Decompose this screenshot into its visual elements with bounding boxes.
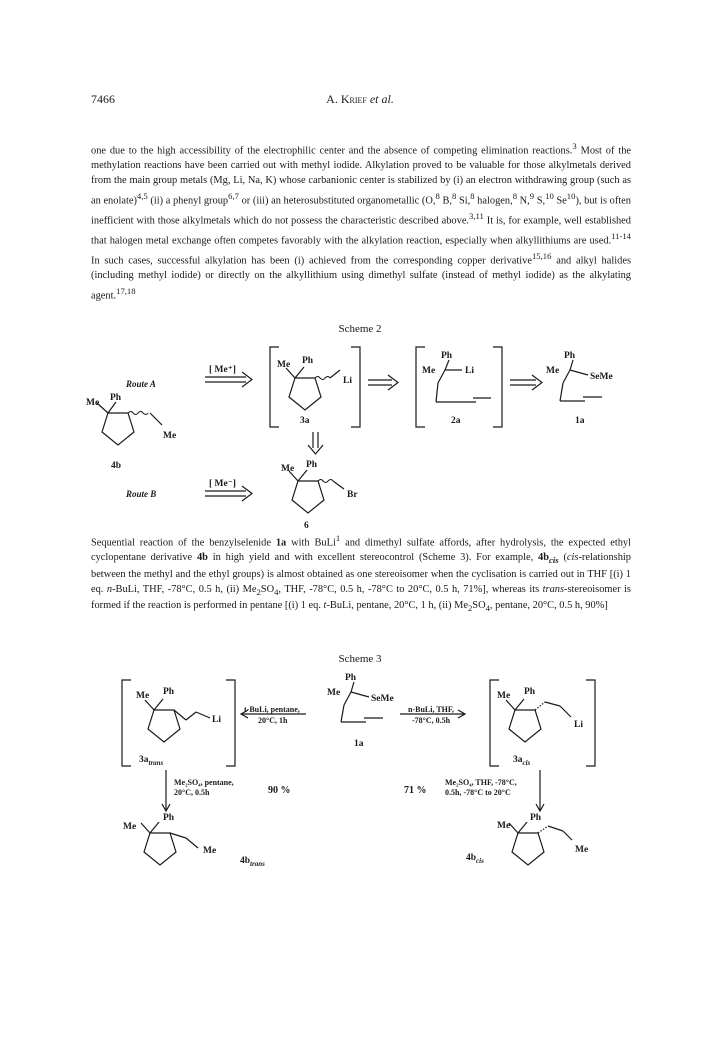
label-4b: 4b	[466, 853, 477, 863]
compound-ref: 4b	[538, 552, 550, 564]
text-segment: Si,	[456, 195, 471, 207]
arrow-2a-to-1a	[510, 375, 542, 390]
scheme-3-title: Scheme 3	[338, 653, 382, 665]
label-cis: cis	[476, 857, 484, 865]
intermediate-3a	[270, 347, 360, 427]
reagent-arrow-b	[205, 479, 252, 501]
label-2a: 2a	[451, 416, 461, 426]
citation: 8	[512, 190, 518, 201]
arrow-3a-to-6	[308, 432, 323, 454]
text-italic: trans	[542, 583, 565, 595]
label-3a: 3a	[513, 755, 523, 765]
label-1a: 1a	[575, 416, 585, 426]
subscript: 2	[467, 603, 473, 614]
page-number: 7466	[91, 92, 115, 106]
yield-right: 71 %	[404, 785, 427, 796]
atom-li: Li	[465, 366, 474, 376]
citation: 10	[545, 190, 554, 201]
compound-1a	[546, 351, 613, 426]
text-segment: -relationship between the methyl and the ethyl groups) is almost obtained as one stereoisomer when the cyclisation is carried out in THF [(i) 1 eq.	[91, 552, 631, 595]
citation: 3,11	[469, 210, 484, 221]
atom-me: Me	[497, 691, 511, 701]
citation: 3	[572, 141, 577, 151]
text-segment: and alkyl halides (including methyl iodide) or directly on the alkyllithium using dimethyl sulfate (instead of methyl iodide) as the alkylating agent.	[91, 255, 631, 302]
text-segment: Most of the methylation reactions have been carried out with methyl iodide. Alkylation proved to be valuable for those alkylmetals derived from the main group metals (Mg, Li, Na, K) whose carbanionic center is stabilized by (i) an electron withdrawing group (such as an enolate)	[91, 145, 631, 207]
atom-seme: SeMe	[590, 372, 613, 382]
citation: 4,5	[136, 190, 148, 201]
arrow-3a-trans-to-4b-trans	[162, 770, 291, 811]
atom-me: Me	[136, 691, 150, 701]
text-segment: , THF, -78°C, 0.5 h, -78°C to 20°C, 0.5 h, 71%], whereas its	[278, 583, 543, 595]
label-cis: cis	[522, 759, 531, 767]
condition-down-left-1: Me₂SO₄, pentane,	[174, 778, 234, 787]
compound-ref: 4b	[196, 552, 208, 564]
atom-me: Me	[281, 464, 295, 474]
scheme-2-title: Scheme 2	[338, 323, 382, 335]
text-segment: In such cases, successful alkylation has been (i) achieved from the corresponding copper derivative	[91, 255, 532, 267]
text-italic: n	[106, 583, 113, 595]
text-segment: -BuLi, pentane, 20°C, 1 h, (ii) Me	[326, 600, 468, 612]
label-4b: 4b	[240, 856, 251, 866]
arrow-3a-to-2a	[368, 375, 398, 390]
atom-ph: Ph	[302, 356, 314, 366]
atom-ph: Ph	[524, 687, 536, 697]
label-1a: 1a	[354, 739, 364, 749]
text-segment: Se	[553, 195, 567, 207]
scheme-3-diagram	[0, 668, 720, 868]
citation: 6,7	[228, 190, 239, 201]
intermediate-3a-cis	[490, 680, 595, 767]
atom-ph: Ph	[110, 393, 122, 403]
text-italic: t	[323, 600, 327, 612]
condition-left-2: 20°C, 1h	[258, 716, 288, 725]
yield-left: 90 %	[268, 785, 291, 796]
text-segment: SO	[472, 600, 486, 612]
citation: 8	[470, 190, 475, 201]
compound-subscript: cis	[549, 555, 559, 566]
text-segment: B,	[439, 195, 452, 207]
citation: 17,18	[116, 285, 136, 296]
reagent-arrow-a	[205, 365, 252, 387]
text-segment: -BuLi, THF, -78°C, 0.5 h, (ii) Me	[112, 583, 257, 595]
atom-ph: Ph	[530, 813, 542, 823]
text-segment: ), but is often inefficient with those alkylmetals which do not possess the characteristic described above.	[91, 195, 631, 227]
atom-br: Br	[347, 490, 358, 500]
atom-ph: Ph	[564, 351, 576, 361]
atom-me: Me	[277, 360, 291, 370]
atom-me: Me	[497, 821, 511, 831]
intermediate-2a	[416, 347, 502, 427]
atom-me: Me	[163, 431, 177, 441]
condition-down-right-1: Me₂SO₄, THF, -78°C,	[445, 778, 517, 787]
atom-li: Li	[574, 720, 583, 730]
atom-me: Me	[327, 688, 341, 698]
label-4b-trans	[240, 856, 265, 868]
condition-down-right-2: 0.5h, -78°C to 20°C	[445, 788, 511, 797]
label-trans: trans	[250, 860, 265, 868]
atom-me: Me	[575, 845, 589, 855]
label-trans: trans	[148, 759, 164, 767]
label-3a: 3a	[139, 755, 149, 765]
running-head-author: A. Krief	[326, 92, 367, 106]
subscript: 4	[485, 603, 490, 614]
text-segment: S,	[534, 195, 546, 207]
paragraph-2	[91, 531, 631, 616]
atom-seme: SeMe	[371, 694, 394, 704]
running-head	[0, 92, 720, 107]
atom-li: Li	[212, 715, 221, 725]
citation: 15,16	[531, 251, 552, 262]
text-segment: It is, for example, well established that halogen metal exchange often competes favorably with the alkylation reaction, especially when alkyllithiums are used.	[91, 215, 631, 247]
text-segment: (	[558, 552, 567, 564]
arrow-1a-to-3a-cis	[400, 705, 465, 725]
text-segment: , pentane, 20°C, 0.5 h, 90%]	[489, 600, 608, 612]
reagent-me-plus: [ Me⁺]	[209, 365, 236, 375]
label-3a-trans	[139, 755, 164, 767]
route-a-label: Route A	[126, 379, 156, 389]
atom-me: Me	[203, 846, 217, 856]
atom-ph: Ph	[163, 813, 175, 823]
atom-me: Me	[123, 822, 137, 832]
text-segment: SO	[260, 583, 275, 595]
text-segment: one due to the high accessibility of the electrophilic center and the absence of competing elimination reactions.	[91, 145, 573, 157]
citation: 11-14	[611, 230, 631, 241]
citation: 8	[435, 190, 440, 201]
label-3a: 3a	[300, 416, 310, 426]
compound-4b	[86, 393, 176, 471]
compound-ref: 1a	[275, 537, 287, 549]
text-segment: -stereoisomer is formed if the reaction is performed in pentane [(i) 1 eq.	[91, 583, 631, 612]
atom-me: Me	[86, 398, 100, 408]
intermediate-3a-trans	[122, 680, 235, 767]
text-italic: cis	[566, 552, 579, 564]
atom-ph: Ph	[345, 673, 357, 683]
subscript: 2	[256, 586, 261, 597]
scheme-2-diagram	[0, 335, 720, 535]
condition-down-left-2: 20°C, 0.5h	[174, 788, 210, 797]
compound-4b-cis	[466, 813, 588, 865]
condition-right-2: -78°C, 0.5h	[412, 716, 451, 725]
atom-me: Me	[422, 366, 436, 376]
compound-4b-trans	[123, 813, 265, 868]
reagent-me-minus: [ Me⁻]	[209, 479, 236, 489]
text-segment: (ii) a phenyl group	[147, 195, 229, 207]
text-segment: Sequential reaction of the benzylselenide	[91, 537, 276, 549]
compound-6	[281, 460, 358, 531]
citation: 8	[451, 190, 457, 201]
text-segment: N,	[517, 195, 530, 207]
text-segment: and dimethyl sulfate affords, after hydrolysis, the expected ethyl cyclopentane derivative	[91, 537, 632, 564]
atom-ph: Ph	[306, 460, 318, 470]
label-4b: 4b	[111, 461, 122, 471]
arrow-3a-cis-to-4b-cis	[404, 770, 544, 811]
text-segment: halogen,	[474, 195, 513, 207]
condition-right-1: n-BuLi, THF,	[408, 705, 455, 714]
running-head-et-al: et al.	[369, 92, 394, 106]
condition-left-1: t-BuLi, pentane,	[244, 705, 300, 714]
atom-ph: Ph	[441, 351, 453, 361]
text-segment: or (iii) an heterosubstituted organometallic (O,	[238, 195, 436, 207]
subscript: 4	[274, 586, 279, 597]
label-4b-cis	[466, 853, 484, 865]
paragraph-1	[91, 139, 631, 304]
citation: 1	[335, 533, 341, 543]
label-3a-cis	[513, 755, 531, 767]
atom-ph: Ph	[163, 687, 175, 697]
atom-me: Me	[546, 366, 560, 376]
arrow-1a-to-3a-trans	[241, 705, 306, 725]
citation: 9	[529, 190, 535, 201]
text-segment: with BuLi	[286, 537, 336, 549]
route-b-label: Route B	[126, 489, 157, 499]
text-segment: in high yield and with excellent stereocontrol (Scheme 3). For example,	[207, 552, 539, 564]
citation: 10	[566, 190, 576, 201]
label-6: 6	[304, 521, 309, 531]
compound-1a	[327, 673, 394, 749]
atom-li: Li	[343, 376, 352, 386]
